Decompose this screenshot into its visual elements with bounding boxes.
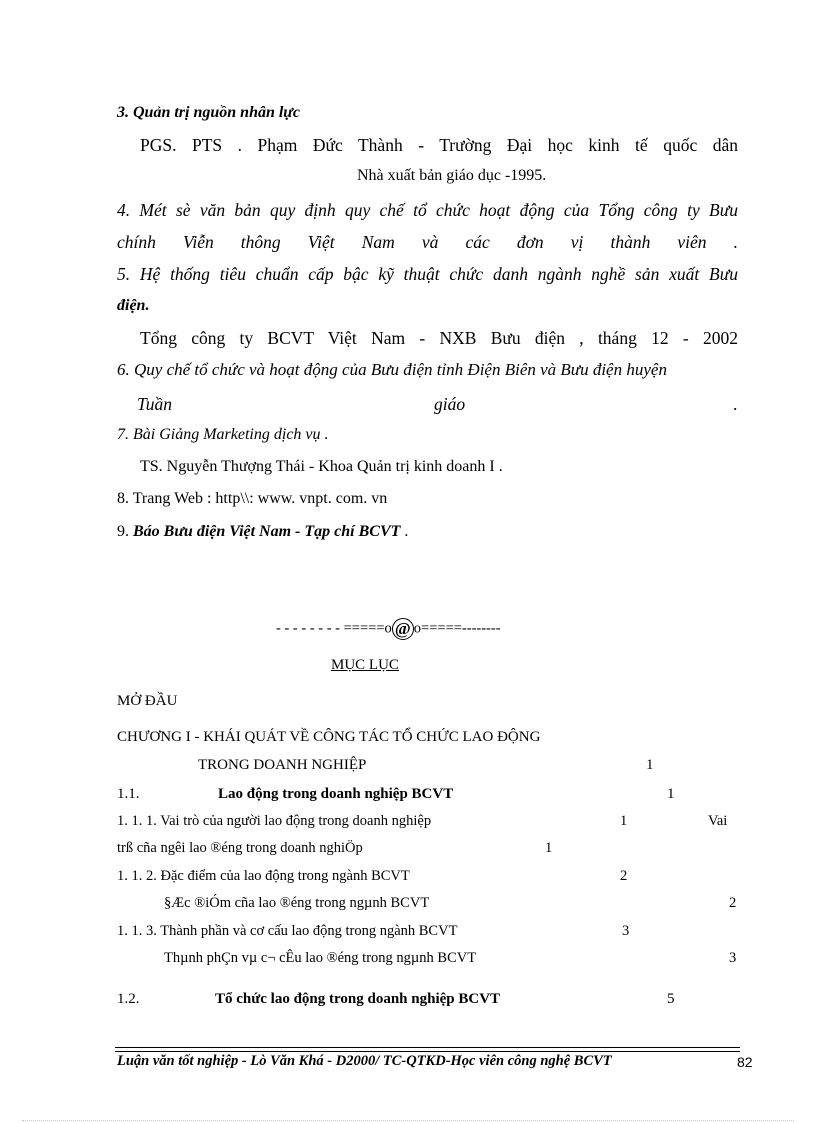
footer-rule [115,1047,740,1052]
reference-6-word2: giáo [434,394,466,414]
toc-s112-page: 2 [620,868,628,884]
reference-5-line2: điện. [117,297,150,314]
toc-mo-dau: MỞ ĐẦU [117,693,178,709]
toc-s112-garbled-page: 2 [729,895,737,911]
reference-6-line1: 6. Quy chế tổ chức và hoạt động của Bưu điện tỉnh Điện Biên và Bưu điện huyện [117,360,667,379]
reference-7-author: TS. Nguyễn Thượng Thái - Khoa Quản trị kinh doanh I . [140,458,503,475]
at-sign-icon: @ [392,618,414,640]
toc-s113-page: 3 [622,923,630,939]
reference-9-end: . [400,523,409,540]
reference-5-publisher: Tổng công ty BCVT Việt Nam - NXB Bưu điện , tháng 12 - 2002 [140,328,738,348]
toc-s111-garbled: trß cña ngêi lao ®éng trong doanh nghiÖp [117,840,363,856]
toc-s112: 1. 1. 2. Đặc điểm của lao động trong ngành BCVT [117,868,410,884]
separator-left: - - - - - - - - =====o [276,620,392,637]
reference-9-number: 9. [117,523,133,540]
toc-s113: 1. 1. 3. Thành phần và cơ cấu lao động trong ngành BCVT [117,923,458,939]
separator [276,618,501,640]
toc-chapter1-line1: CHƯƠNG I - KHÁI QUÁT VỀ CÔNG TÁC TỔ CHỨC LAO ĐỘNG [117,729,541,745]
toc-s111-tail: Vai [708,813,728,829]
reference-9 [117,523,408,541]
toc-s12-page: 5 [667,991,675,1007]
separator-right: o=====-------- [413,620,501,637]
toc-heading: MỤC LỤC [331,657,399,673]
toc-s111-page: 1 [620,813,628,829]
reference-4-line2: chính Viễn thông Việt Nam và các đơn vị thành viên . [117,232,738,252]
toc-s12-number: 1.2. [117,991,140,1007]
toc-s111: 1. 1. 1. Vai trò của người lao động trong doanh nghiệp [117,813,432,829]
toc-s113-garbled: Thµnh phÇn vµ c¬ cÊu lao ®éng trong ngµnh BCVT [164,950,477,966]
reference-6-word1: Tuần [137,394,173,414]
toc-s12-title: Tổ chức lao động trong doanh nghiệp BCVT [215,991,501,1007]
reference-4-line1: 4. Mét sè văn bản quy định quy chế tổ chức hoạt động của Tổng công ty Bưu [117,200,738,220]
reference-7-title: 7. Bài Giảng Marketing dịch vụ . [117,426,329,443]
footer-text: Luận văn tốt nghiệp - Lò Văn Khá - D2000/ TC-QTKD-Học viên công nghệ BCVT [117,1053,612,1069]
toc-s11-title: Lao động trong doanh nghiệp BCVT [218,786,454,802]
toc-s11-number: 1.1. [117,786,140,802]
toc-s111-garbled-page: 1 [545,840,553,856]
page-bottom-dotted-line [22,1120,794,1121]
reference-8: 8. Trang Web : http\\: www. vnpt. com. vn [117,490,388,507]
reference-5-line1: 5. Hệ thống tiêu chuẩn cấp bậc kỹ thuật chức danh ngành nghề sản xuất Bưu [117,264,738,284]
toc-chapter1-page: 1 [646,757,654,773]
toc-s113-garbled-page: 3 [729,950,737,966]
toc-chapter1-line2: TRONG DOANH NGHIỆP [198,757,367,773]
reference-3-author: PGS. PTS . Phạm Đức Thành - Trường Đại học kinh tế quốc dân [140,135,738,155]
reference-6-end: . [733,394,738,414]
toc-s11-page: 1 [667,786,675,802]
reference-3-title: 3. Quản trị nguồn nhân lực [117,104,300,121]
page-number: 82 [737,1054,753,1070]
reference-3-publisher: Nhà xuất bản giáo dục -1995. [357,167,547,184]
toc-s112-garbled: §Æc ®iÓm cña lao ®éng trong ngµnh BCVT [164,895,430,911]
reference-9-title: Báo Bưu điện Việt Nam - Tạp chí BCVT [133,523,401,540]
